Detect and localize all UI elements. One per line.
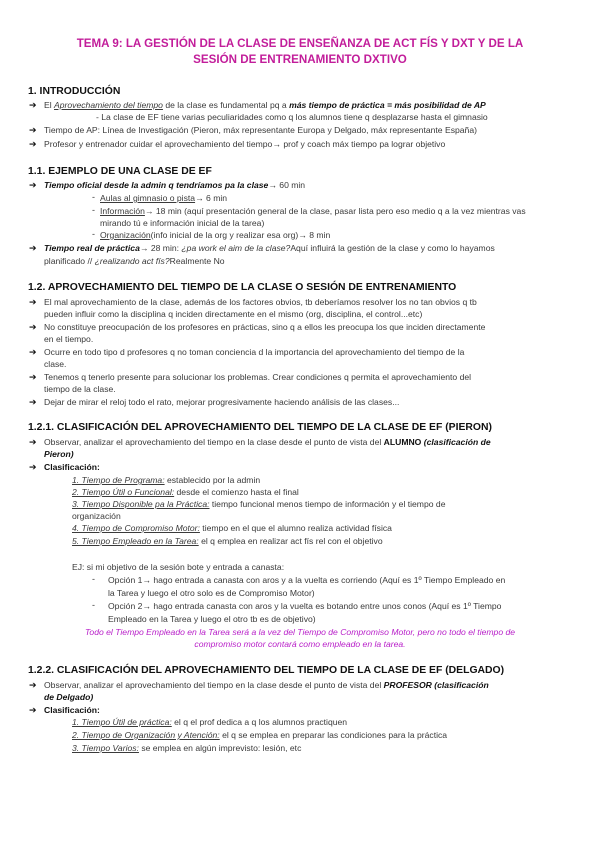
intro-bullet-1: El Aprovechamiento del tiempo de la clase es fundamental pq a más tiempo de práctica = más posibilidad de AP <box>44 100 486 110</box>
class-example-dash-2: Información→ 18 min (aquí presentación general de la clase, pasar lista pero eso medio q a la vez mientras vas <box>100 206 526 216</box>
section-heading-1-2-1: 1.2.1. CLASIFICACIÓN DEL APROVECHAMIENTO DEL TIEMPO DE LA CLASE DE EF (PIERON) <box>28 422 492 433</box>
document-title-line-1: TEMA 9: LA GESTIÓN DE LA CLASE DE ENSEÑANZA DE ACT FÍS Y DXT Y DE LA <box>76 37 524 50</box>
example-option-2: Opción 2→ hago entrada canasta con aros y la vuelta es botando entre unos conos (Aquí es 1º Tiempo <box>108 601 502 611</box>
dash-icon: - <box>92 192 95 202</box>
arrow-right-icon: ➔ <box>29 705 37 715</box>
document-title-line-2: SESIÓN DE ENTRENAMIENTO DXTIVO <box>193 53 407 66</box>
delgado-bullet-1: Observar, analizar el aprovechamiento del tiempo en la clase desde el punto de vista del PROFESOR (clasificación <box>44 680 489 690</box>
section-heading-intro: 1. INTRODUCCIÓN <box>28 86 121 97</box>
example-option-1: Opción 1→ hago entrada a canasta con aros y a la vuelta es corriendo (Aquí es 1º Tiempo Empleado en <box>108 575 506 585</box>
example-intro: EJ: si mi objetivo de la sesión bote y entrada a canasta: <box>72 562 285 572</box>
pieron-item-5: 5. Tiempo Empleado en la Tarea: el q emplea en realizar act fís rel con el objetivo <box>72 536 383 546</box>
pieron-item-1: 1. Tiempo de Programa: establecido por la admin <box>72 475 261 485</box>
pieron-bullet-1: Observar, analizar el aprovechamiento del tiempo en la clase desde el punto de vista del ALUMNO (clasificación de <box>44 437 491 447</box>
time-bullet-5: Dejar de mirar el reloj todo el rato, mejorar progresivamente haciendo análisis de las clases... <box>44 397 400 407</box>
example-option-2-cont: Empleado en la Tarea y luego el otro tb es de objetivo) <box>108 614 316 624</box>
intro-bullet-2: Tiempo de AP: Línea de Investigación (Pieron, máx representante Europa y Delgado, máx representante España) <box>44 125 477 135</box>
time-bullet-2: No constituye preocupación de los profesores en prácticas, sino q a ellos les preocupa los que inciden directamente <box>44 322 486 332</box>
class-example-dash-2-cont: mirando tú e información inicial de la tarea) <box>100 218 265 228</box>
time-bullet-2-cont: en el tiempo. <box>44 334 94 344</box>
dash-icon: - <box>92 574 95 584</box>
pieron-item-3-cont: organización <box>72 511 121 521</box>
class-example-bullet-1: Tiempo oficial desde la admin q tendríamos pa la clase→ 60 min <box>44 180 306 190</box>
time-bullet-4-cont: tiempo de la clase. <box>44 384 116 394</box>
arrow-right-icon: ➔ <box>29 372 37 382</box>
time-bullet-3-cont: clase. <box>44 359 67 369</box>
example-option-1-cont: la Tarea y luego el otro solo es de Compromiso Motor) <box>108 588 315 598</box>
dash-icon: - <box>92 600 95 610</box>
arrow-right-icon: ➔ <box>29 680 37 690</box>
pieron-item-4: 4. Tiempo de Compromiso Motor: tiempo en el que el alumno realiza actividad física <box>72 523 392 533</box>
delgado-item-2: 2. Tiempo de Organización y Atención: el q se emplea en preparar las condiciones para la práctica <box>72 730 448 740</box>
section-heading-1-2: 1.2. APROVECHAMIENTO DEL TIEMPO DE LA CLASE O SESIÓN DE ENTRENAMIENTO <box>28 282 457 293</box>
dash-icon: - <box>92 229 95 239</box>
arrow-right-icon: ➔ <box>29 243 37 253</box>
class-example-dash-3: Organización(info inicial de la org y realizar esa org)→ 8 min <box>100 230 331 240</box>
time-bullet-1-cont: pueden influir como la disciplina q inciden directamente en el mismo (org, disciplina, el control...etc) <box>44 309 423 319</box>
time-bullet-1: El mal aprovechamiento de la clase, además de los factores obvios, tb deberíamos resolver los no tan obvios q tb <box>44 297 477 307</box>
arrow-right-icon: ➔ <box>29 297 37 307</box>
delgado-item-1: 1. Tiempo Útil de práctica: el q el prof dedica a q los alumnos practiquen <box>72 717 348 727</box>
arrow-right-icon: ➔ <box>29 437 37 447</box>
note-line-2: compromiso motor contará como empleado en la tarea. <box>194 639 406 649</box>
intro-bullet-3: Profesor y entrenador cuidar el aprovechamiento del tiempo→ prof y coach máx tiempo pa lograr objetivo <box>44 139 446 149</box>
arrow-right-icon: ➔ <box>29 180 37 190</box>
delgado-classification-label: Clasificación: <box>44 705 100 715</box>
pieron-item-2: 2. Tiempo Útil o Funcional: desde el comienzo hasta el final <box>72 487 299 497</box>
pieron-item-3: 3. Tiempo Disponible pa la Práctica: tiempo funcional menos tiempo de información y el tiempo de <box>72 499 446 509</box>
section-heading-1-1: 1.1. EJEMPLO DE UNA CLASE DE EF <box>28 166 212 177</box>
class-example-dash-1: Aulas al gimnasio o pista→ 6 min <box>100 193 228 203</box>
arrow-right-icon: ➔ <box>29 322 37 332</box>
arrow-right-icon: ➔ <box>29 139 37 149</box>
class-example-bullet-2-cont: planificado // ¿realizando act fís?Realmente No <box>44 256 225 266</box>
note-line-1: Todo el Tiempo Empleado en la Tarea será a la vez del Tiempo de Compromiso Motor, pero no todo el tiempo de <box>84 627 516 637</box>
section-heading-1-2-2: 1.2.2. CLASIFICACIÓN DEL APROVECHAMIENTO DEL TIEMPO DE LA CLASE DE EF (DELGADO) <box>28 665 505 676</box>
dash-icon: - <box>92 205 95 215</box>
arrow-right-icon: ➔ <box>29 125 37 135</box>
class-example-bullet-2: Tiempo real de práctica→ 28 min: ¿pa work el aim de la clase?Aquí influirá la gestión de la clase y como lo hayamos <box>44 243 495 253</box>
arrow-right-icon: ➔ <box>29 462 37 472</box>
pieron-bullet-1-cont: Pieron) <box>44 449 74 459</box>
arrow-right-icon: ➔ <box>29 100 37 110</box>
delgado-item-3: 3. Tiempo Varios: se emplea en algún imprevisto: lesión, etc <box>72 743 302 753</box>
arrow-right-icon: ➔ <box>29 397 37 407</box>
time-bullet-4: Tenemos q tenerlo presente para solucionar los problemas. Crear condiciones q permita el aprovechamiento del <box>44 372 472 382</box>
time-bullet-3: Ocurre en todo tipo d profesores q no toman conciencia d la importancia del aprovechamiento del tiempo de la <box>44 347 465 357</box>
pieron-classification-label: Clasificación: <box>44 462 100 472</box>
delgado-bullet-1-cont: de Delgado) <box>44 692 94 702</box>
arrow-right-icon: ➔ <box>29 347 37 357</box>
intro-sub-1: - La clase de EF tiene varias peculiaridades como q los alumnos tiene q desplazarse hasta el gimnasio <box>96 112 488 122</box>
